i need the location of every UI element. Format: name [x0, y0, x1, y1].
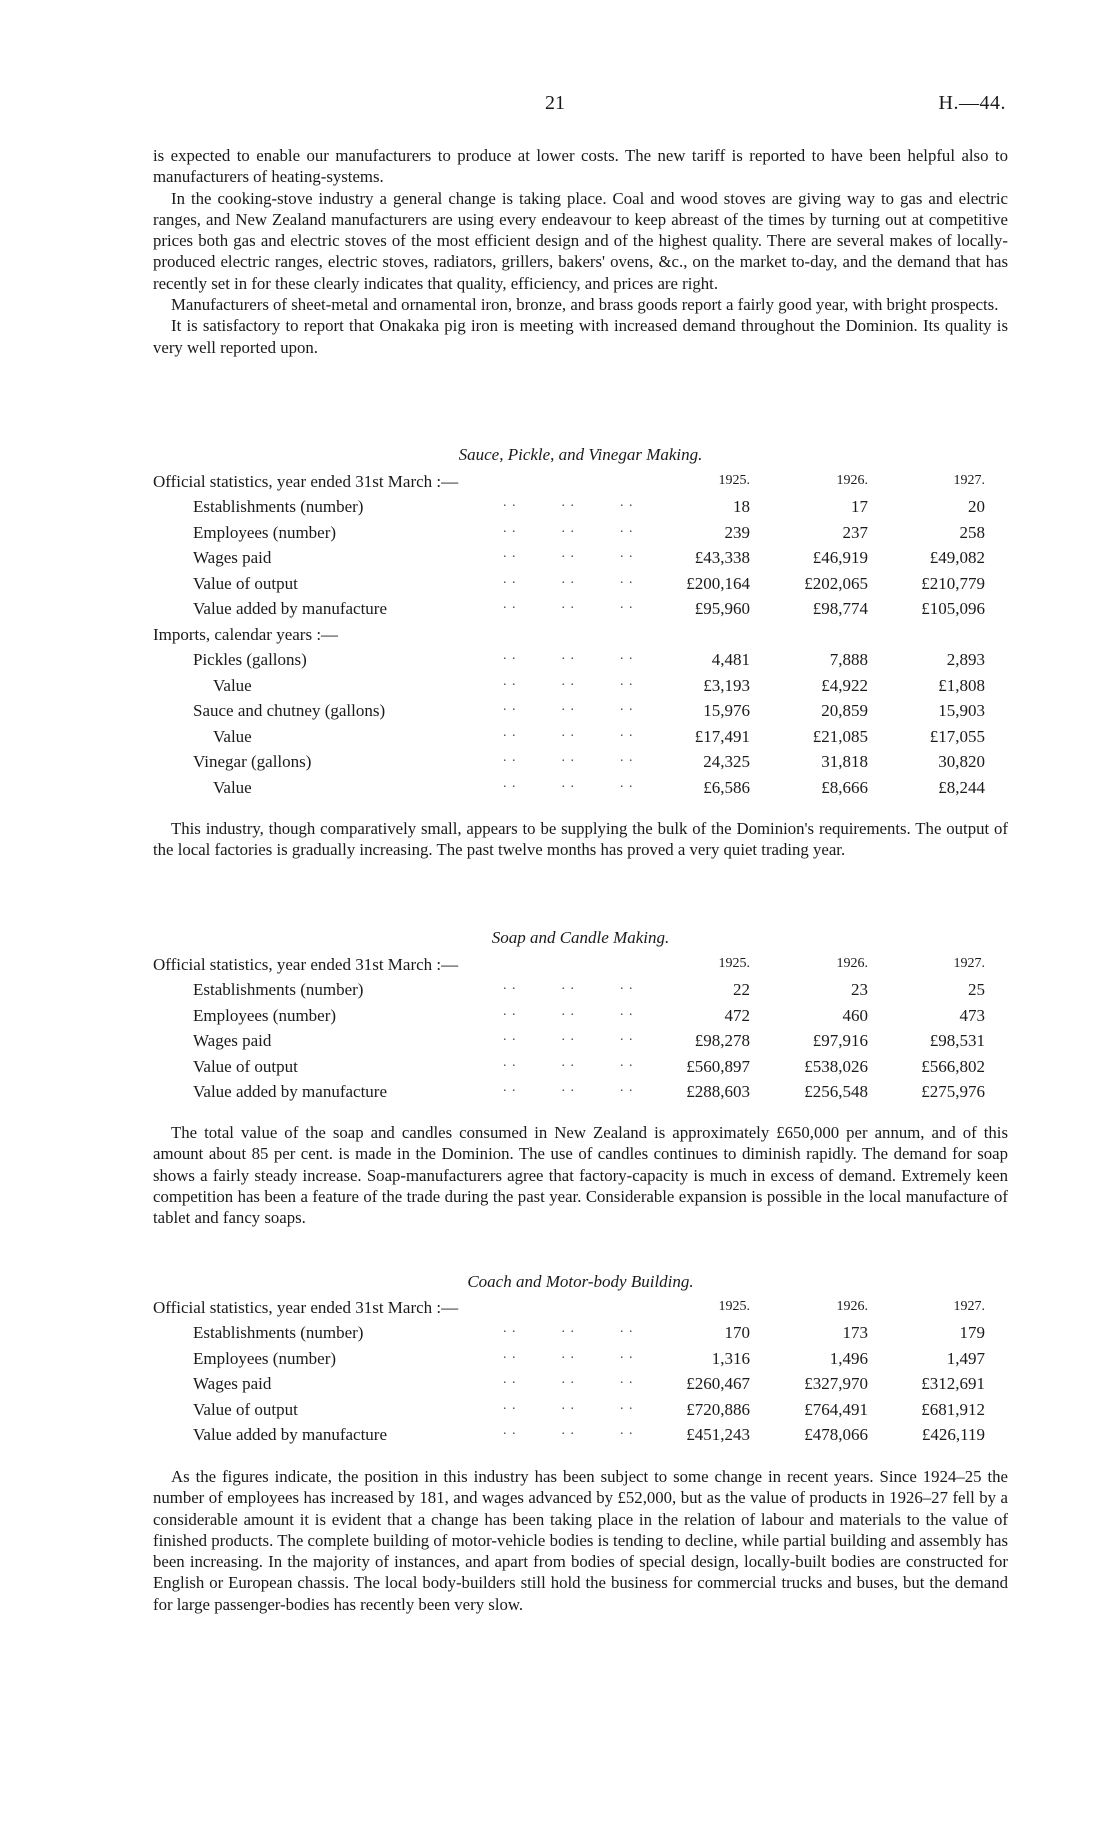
cell-value: 2,893: [946, 650, 985, 669]
table-row: [153, 1374, 1008, 1400]
cell-value: £98,278: [694, 1031, 750, 1050]
leader-dots: . . . . . .: [503, 648, 634, 663]
soap-paragraph: The total value of the soap and candles consumed in New Zealand is approximately £650,000 per annum, and of this amount about 85 per cent. is made in the Dominion. The use of candles continues to diminish rapidly. The demand for soap shows a fairly steady increase. Soap-manufacturers agree that factory-capacity is much in excess of demand. Extremely keen competition has been a feature of the trade during the past year. Considerable expansion is possible in the local manufacture of tablet and fancy soaps.: [153, 1123, 1008, 1228]
table-row: [153, 1397, 1008, 1426]
year-heading: 1927.: [953, 956, 985, 971]
cell-value: £43,338: [694, 548, 750, 567]
cell-value: 179: [959, 1323, 985, 1342]
cell-value: £288,603: [686, 1082, 750, 1101]
cell-value: £49,082: [929, 548, 985, 567]
cell-value: £97,916: [812, 1031, 868, 1050]
cell-value: £566,802: [921, 1056, 985, 1076]
cell-value: £202,065: [804, 573, 868, 593]
cell-value: 17: [851, 497, 868, 516]
row-label: Vinegar (gallons): [193, 752, 312, 771]
cell-value: 1,497: [946, 1348, 985, 1368]
stats-table-coach: [153, 1298, 1008, 1451]
row-label: Establishments (number): [193, 980, 364, 999]
cell-value: £6,586: [703, 777, 750, 797]
cell-value: 25: [968, 980, 985, 999]
cell-value: £21,085: [812, 726, 868, 746]
table-row: [153, 650, 1008, 676]
row-label: Employees (number): [193, 1348, 337, 1368]
row-label: Value: [213, 777, 252, 797]
cell-value: 15,976: [703, 701, 750, 720]
row-label: Value of output: [193, 1056, 298, 1076]
row-label: Employees (number): [193, 1005, 337, 1025]
leader-dots: . . . . . .: [503, 750, 634, 765]
leader-dots: . . . . . .: [503, 1397, 634, 1413]
leader-dots: . . . . . .: [503, 978, 634, 993]
stats-header-label: Official statistics, year ended 31st March :—: [153, 1298, 459, 1317]
year-heading: 1926.: [836, 1299, 868, 1314]
cell-value: £720,886: [686, 1399, 750, 1419]
row-label: Value: [213, 675, 252, 695]
document-reference: H.—44.: [938, 92, 1006, 114]
cell-value: £538,026: [804, 1056, 868, 1076]
cell-value: 170: [724, 1323, 750, 1342]
cell-value: 460: [842, 1005, 868, 1025]
cell-value: 258: [959, 522, 985, 542]
leader-dots: . . . . . .: [503, 673, 634, 689]
table-row: [153, 752, 1008, 778]
table-row: [153, 1054, 1008, 1083]
cell-value: 239: [724, 522, 750, 542]
table-row: [153, 571, 1008, 600]
cell-value: £3,193: [703, 675, 750, 695]
soap-commentary: [153, 1122, 1008, 1228]
cell-value: 4,481: [711, 650, 750, 669]
intro-paragraph: Manufacturers of sheet-metal and ornamental iron, bronze, and brass goods report a fairly good year, with bright prospects.: [171, 295, 999, 315]
cell-value: 472: [724, 1005, 750, 1025]
table-row: [153, 701, 1008, 727]
table-row: [153, 1425, 1008, 1451]
cell-value: £98,531: [929, 1031, 985, 1050]
year-heading: 1925.: [718, 1299, 750, 1314]
intro-text: [153, 145, 1008, 358]
intro-paragraph: is expected to enable our manufacturers to produce at lower costs. The new tariff is reported to have been helpful also to manufacturers of heating-systems.: [153, 146, 1008, 187]
leader-dots: . . . . . .: [503, 1321, 634, 1336]
cell-value: £426,119: [921, 1425, 985, 1444]
cell-value: 22: [733, 980, 750, 999]
cell-value: £764,491: [804, 1399, 868, 1419]
row-label: Value of output: [193, 573, 298, 593]
cell-value: £256,548: [804, 1082, 868, 1101]
cell-value: £8,666: [821, 777, 868, 797]
year-heading: 1925.: [718, 956, 750, 971]
leader-dots: . . . . . .: [503, 775, 634, 791]
cell-value: £98,774: [812, 599, 868, 618]
cell-value: 237: [842, 522, 868, 542]
leader-dots: . . . . . .: [503, 1346, 634, 1362]
cell-value: £17,491: [694, 726, 750, 746]
coach-commentary: [153, 1466, 1008, 1615]
table-row: [153, 980, 1008, 1006]
sauce-commentary: [153, 818, 1008, 861]
cell-value: £327,970: [804, 1374, 868, 1393]
cell-value: £4,922: [821, 675, 868, 695]
imports-heading-row: [153, 625, 1008, 651]
cell-value: £451,243: [686, 1425, 750, 1444]
leader-dots: . . . . . .: [503, 520, 634, 536]
cell-value: £95,960: [694, 599, 750, 618]
cell-value: 31,818: [821, 752, 868, 771]
cell-value: £681,912: [921, 1399, 985, 1419]
row-label: Wages paid: [193, 1031, 272, 1050]
cell-value: £210,779: [921, 573, 985, 593]
sauce-paragraph: This industry, though comparatively small, appears to be supplying the bulk of the Dominion's requirements. The output of the local factories is gradually increasing. The past twelve months has proved a very quiet trading year.: [153, 819, 1008, 860]
leader-dots: . . . . . .: [503, 597, 634, 612]
cell-value: 15,903: [938, 701, 985, 720]
leader-dots: . . . . . .: [503, 1423, 634, 1438]
cell-value: £260,467: [686, 1374, 750, 1393]
stats-header-label: Official statistics, year ended 31st March :—: [153, 955, 459, 974]
leader-dots: . . . . . .: [503, 546, 634, 561]
row-label: Value added by manufacture: [193, 1425, 387, 1444]
leader-dots: . . . . . .: [503, 699, 634, 714]
cell-value: 1,316: [711, 1348, 750, 1368]
year-heading: 1927.: [953, 1299, 985, 1314]
leader-dots: . . . . . .: [503, 495, 634, 510]
year-heading: 1926.: [836, 473, 868, 488]
row-label: Wages paid: [193, 1374, 272, 1393]
table-row: [153, 724, 1008, 753]
cell-value: 18: [733, 497, 750, 516]
year-heading: 1927.: [953, 473, 985, 488]
table-row: [153, 673, 1008, 702]
cell-value: 23: [851, 980, 868, 999]
cell-value: £1,808: [938, 675, 985, 695]
cell-value: £478,066: [804, 1425, 868, 1444]
leader-dots: . . . . . .: [503, 1080, 634, 1095]
stats-table-sauce: [153, 472, 1008, 803]
coach-paragraph: As the figures indicate, the position in this industry has been subject to some change in recent years. Since 1924–25 the number of employees has increased by 181, and wages advanced by £52,000, but as the value of products in 1926–27 fell by a considerable amount it is evident that a change has been taking place in the relation of labour and materials to the value of finished products. The complete building of motor-vehicle bodies is tending to decline, while partial building and assembly has been increasing. In the majority of instances, and apart from bodies of special design, locally-built bodies are constructed for English or European chassis. The local body-builders still hold the business for commercial trucks and buses, but the demand for large passenger-bodies has recently been very slow.: [153, 1467, 1008, 1614]
table-row: [153, 520, 1008, 549]
cell-value: 30,820: [938, 752, 985, 771]
leader-dots: . . . . . .: [503, 724, 634, 740]
row-label: Sauce and chutney (gallons): [193, 701, 386, 720]
row-label: Value of output: [193, 1399, 298, 1419]
page-number: 21: [545, 92, 565, 114]
page-header: [0, 92, 1114, 122]
table-row: [153, 497, 1008, 523]
row-label: Wages paid: [193, 548, 272, 567]
leader-dots: . . . . . .: [503, 1029, 634, 1044]
row-label: Value added by manufacture: [193, 1082, 387, 1101]
table-row: [153, 548, 1008, 574]
cell-value: 24,325: [703, 752, 750, 771]
year-heading: 1926.: [836, 956, 868, 971]
intro-paragraph: In the cooking-stove industry a general change is taking place. Coal and wood stoves are giving way to gas and electric ranges, and New Zealand manufacturers are using every endeavour to keep abreast of the times by turning out at competitive prices both gas and electric stoves of the most efficient design and of the highest quality. There are several makes of locally-produced electric ranges, electric stoves, radiators, grillers, bakers' ovens, &c., on the market to-day, and the demand that has recently set in for these clearly indicates that quality, efficiency, and prices are right.: [153, 188, 1008, 293]
row-label: Pickles (gallons): [193, 650, 307, 669]
table-row: [153, 1003, 1008, 1032]
imports-heading: Imports, calendar years :—: [153, 624, 339, 644]
section-title-coach: Coach and Motor-body Building.: [467, 1272, 694, 1291]
table-row: [153, 1323, 1008, 1349]
cell-value: 473: [959, 1005, 985, 1025]
cell-value: £560,897: [686, 1056, 750, 1076]
row-label: Value: [213, 726, 252, 746]
section-title-sauce: Sauce, Pickle, and Vinegar Making.: [458, 445, 703, 464]
table-row: [153, 1031, 1008, 1057]
stats-header: [153, 955, 1008, 980]
stats-header-label: Official statistics, year ended 31st March :—: [153, 472, 459, 491]
cell-value: £200,164: [686, 573, 750, 593]
cell-value: £275,976: [921, 1082, 985, 1101]
cell-value: 1,496: [829, 1348, 868, 1368]
row-label: Employees (number): [193, 522, 337, 542]
stats-table-soap: [153, 955, 1008, 1108]
cell-value: £46,919: [812, 548, 868, 567]
cell-value: 20,859: [821, 701, 868, 720]
intro-paragraph: It is satisfactory to report that Onakaka pig iron is meeting with increased demand throughout the Dominion. Its quality is very well reported upon.: [153, 316, 1008, 357]
cell-value: £17,055: [929, 726, 985, 746]
cell-value: 173: [842, 1323, 868, 1342]
table-row: [153, 599, 1008, 625]
leader-dots: . . . . . .: [503, 1372, 634, 1387]
table-row: [153, 1082, 1008, 1108]
section-title-soap: Soap and Candle Making.: [491, 928, 670, 947]
leader-dots: . . . . . .: [503, 1054, 634, 1070]
stats-header: [153, 472, 1008, 497]
row-label: Establishments (number): [193, 497, 364, 516]
row-label: Establishments (number): [193, 1323, 364, 1342]
row-label: Value added by manufacture: [193, 599, 387, 618]
table-row: [153, 1346, 1008, 1375]
cell-value: £312,691: [921, 1374, 985, 1393]
cell-value: £105,096: [921, 599, 985, 618]
cell-value: 7,888: [829, 650, 868, 669]
year-heading: 1925.: [718, 473, 750, 488]
leader-dots: . . . . . .: [503, 571, 634, 587]
stats-header: [153, 1298, 1008, 1323]
cell-value: 20: [968, 497, 985, 516]
cell-value: £8,244: [938, 777, 985, 797]
table-row: [153, 775, 1008, 804]
leader-dots: . . . . . .: [503, 1003, 634, 1019]
